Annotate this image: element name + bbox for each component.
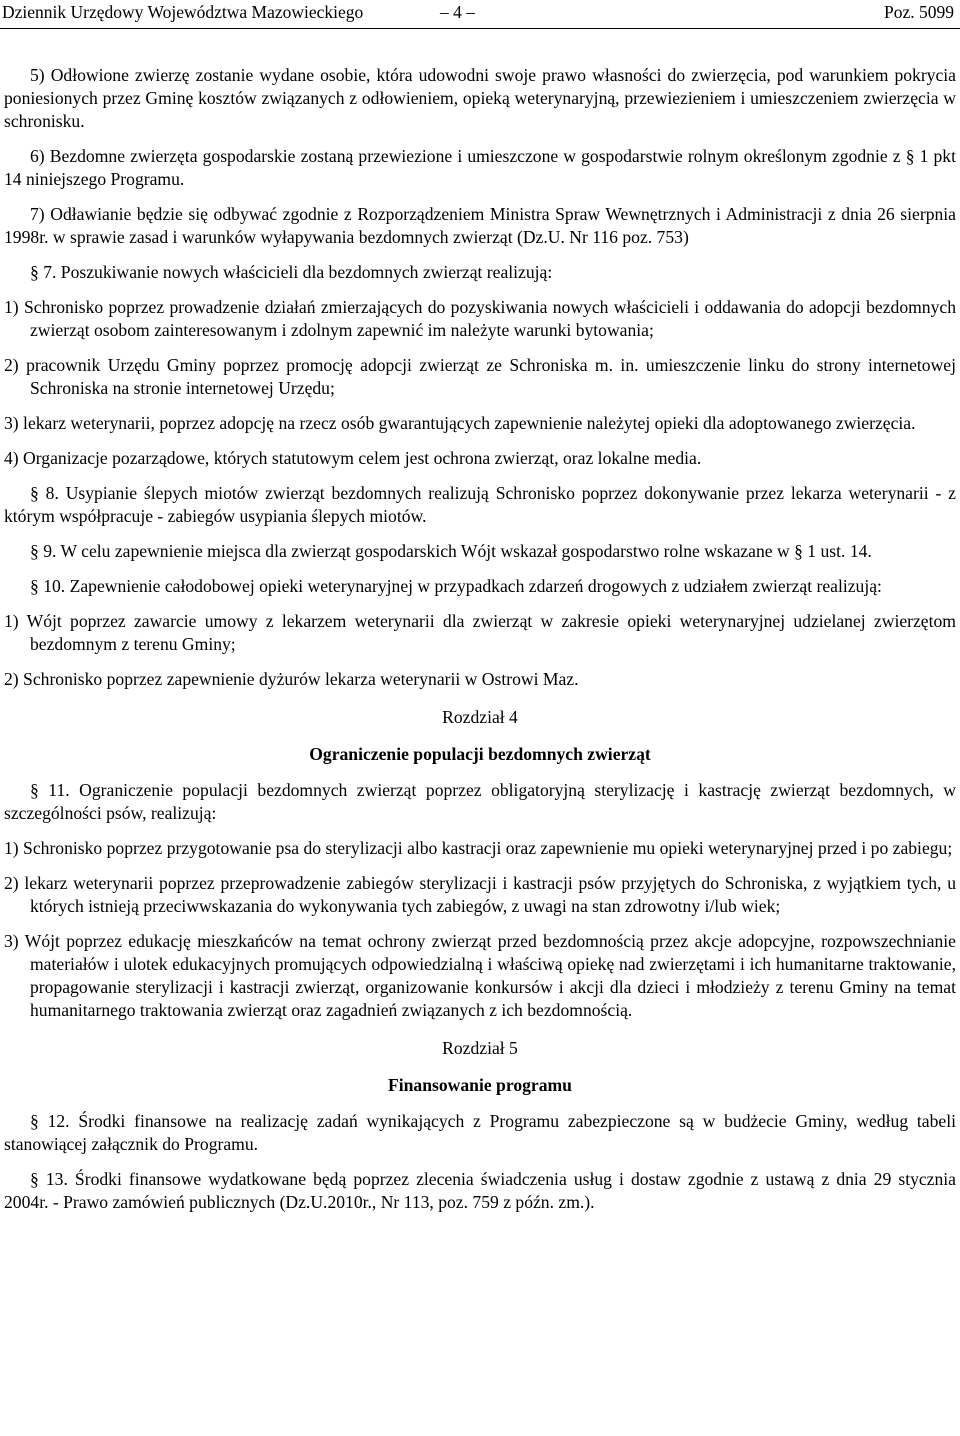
section-7-item-2: 2) pracownik Urzędu Gminy poprzez promocję adopcji zwierząt ze Schroniska m. in. umieszczenie linku do strony internetowej Schroniska na stronie internetowej Urzędu; bbox=[4, 355, 956, 398]
page-header bbox=[0, 0, 960, 29]
paragraph-item-7: 7) Odławianie będzie się odbywać zgodnie z Rozporządzeniem Ministra Spraw Wewnętrznych i Administracji z dnia 26 sierpnia 1998r. w sprawie zasad i warunków wyłapywania bezdomnych zwierząt (Dz.U. Nr 116 poz. 753) bbox=[4, 204, 956, 247]
chapter-5-title: Finansowanie programu bbox=[388, 1075, 572, 1095]
section-10-item-1: 1) Wójt poprzez zawarcie umowy z lekarzem weterynarii dla zwierząt w zakresie opieki weterynaryjnej udzielanej zwierzętom bezdomnym z terenu Gminy; bbox=[4, 611, 956, 654]
journal-title: Dziennik Urzędowy Województwa Mazowieckiego bbox=[2, 2, 364, 22]
section-10-item-2: 2) Schronisko poprzez zapewnienie dyżurów lekarza weterynarii w Ostrowi Maz. bbox=[4, 669, 579, 689]
section-11-intro: § 11. Ograniczenie populacji bezdomnych zwierząt poprzez obligatoryjną sterylizację i kastrację zwierząt bezdomnych, w szczególności psów, realizują: bbox=[4, 780, 956, 823]
section-7-item-4: 4) Organizacje pozarządowe, których statutowym celem jest ochrona zwierząt, oraz lokalne media. bbox=[4, 448, 702, 468]
section-11-item-2: 2) lekarz weterynarii poprzez przeprowadzenie zabiegów sterylizacji i kastracji psów przyjętych do Schroniska, z wyjątkiem tych, u których istnieją przeciwwskazania do wykonywania tych zabiegów, z uwagi na stan zdrowotny i/lub wiek; bbox=[4, 873, 956, 916]
chapter-4-title: Ograniczenie populacji bezdomnych zwierząt bbox=[309, 744, 651, 764]
paragraph-item-5: 5) Odłowione zwierzę zostanie wydane osobie, która udowodni swoje prawo własności do zwierzęcia, pod warunkiem pokrycia poniesionych przez Gminę kosztów związanych z odłowieniem, opieką weterynaryjną, przewiezieniem i umieszczeniem zwierzęcia w schronisku. bbox=[4, 65, 956, 131]
section-11-item-1: 1) Schronisko poprzez przygotowanie psa do sterylizacji albo kastracji oraz zapewnienie mu opieki weterynaryjnej przed i po zabiegu; bbox=[4, 838, 953, 858]
section-13: § 13. Środki finansowe wydatkowane będą poprzez zlecenia świadczenia usług i dostaw zgodnie z ustawą z dnia 29 stycznia 2004r. - Prawo zamówień publicznych (Dz.U.2010r., Nr 113, poz. 759 z późn. zm.). bbox=[4, 1169, 956, 1212]
section-8: § 8. Usypianie ślepych miotów zwierząt bezdomnych realizują Schronisko poprzez dokonywanie przez lekarza weterynarii - z którym współpracuje - zabiegów usypiania ślepych miotów. bbox=[4, 483, 956, 526]
document-body bbox=[4, 64, 956, 1226]
chapter-4-label: Rozdział 4 bbox=[442, 707, 518, 727]
section-9: § 9. W celu zapewnienie miejsca dla zwierząt gospodarskich Wójt wskazał gospodarstwo rolne wskazane w § 1 ust. 14. bbox=[30, 541, 872, 561]
section-10-intro: § 10. Zapewnienie całodobowej opieki weterynaryjnej w przypadkach zdarzeń drogowych z udziałem zwierząt realizują: bbox=[30, 576, 882, 596]
section-12: § 12. Środki finansowe na realizację zadań wynikających z Programu zabezpieczone są w budżecie Gminy, według tabeli stanowiącej załącznik do Programu. bbox=[4, 1111, 956, 1154]
chapter-5-label: Rozdział 5 bbox=[442, 1038, 518, 1058]
paragraph-item-6: 6) Bezdomne zwierzęta gospodarskie zostaną przewiezione i umieszczone w gospodarstwie rolnym określonym zgodnie z § 1 pkt 14 niniejszego Programu. bbox=[4, 146, 956, 189]
section-7-item-3: 3) lekarz weterynarii, poprzez adopcję na rzecz osób gwarantujących zapewnienie należytej opieki dla adoptowanego zwierzęcia. bbox=[4, 413, 916, 433]
section-7-intro: § 7. Poszukiwanie nowych właścicieli dla bezdomnych zwierząt realizują: bbox=[30, 262, 553, 282]
section-11-item-3: 3) Wójt poprzez edukację mieszkańców na temat ochrony zwierząt przed bezdomnością przez akcje adopcyjne, rozpowszechnianie materiałów i ulotek edukacyjnych promujących odpowiedzialną i właściwą opiekę nad zwierzętami i ich humanitarne traktowanie, propagowanie sterylizacji i kastracji zwierząt, organizowanie konkursów i akcji dla dzieci i młodzieży z terenu Gminy na temat humanitarnego traktowania zwierząt oraz zagadnień związanych z ich bezdomnością. bbox=[4, 931, 956, 1020]
position-number: Poz. 5099 bbox=[884, 2, 954, 22]
section-7-item-1: 1) Schronisko poprzez prowadzenie działań zmierzających do pozyskiwania nowych właścicieli i oddawania do adopcji bezdomnych zwierząt osobom zainteresowanym i zdolnym zapewnić im należyte warunki bytowania; bbox=[4, 297, 956, 340]
page-number: – 4 – bbox=[440, 2, 475, 22]
